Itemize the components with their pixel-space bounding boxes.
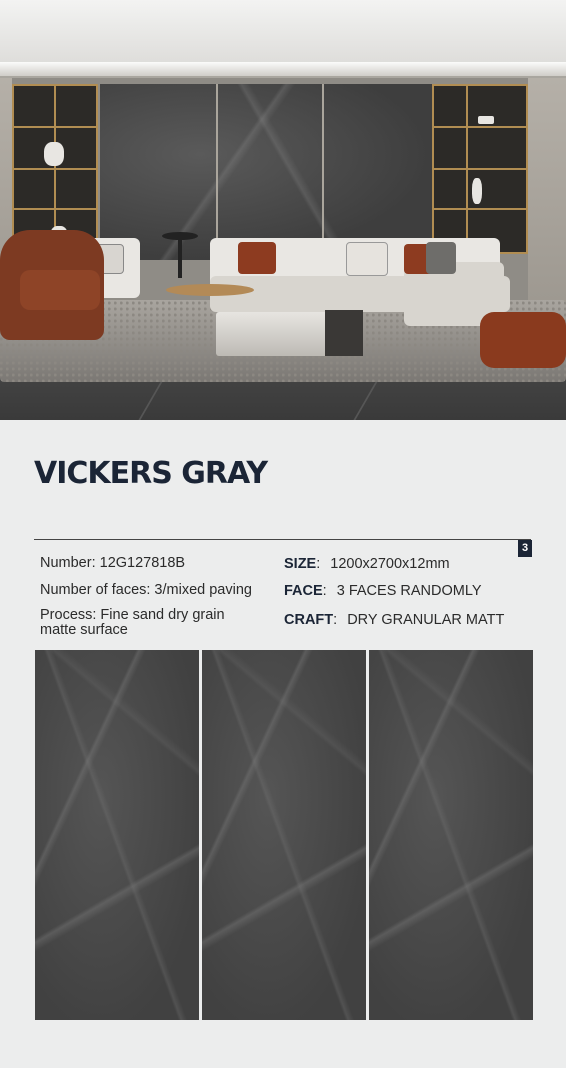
tile-slab-face-3 [369, 650, 533, 1020]
round-ottoman [480, 312, 566, 368]
face-label: FACE [284, 583, 323, 599]
shelf-unit-left [12, 84, 98, 254]
product-number: Number: 12G127818B [40, 555, 186, 571]
number-of-faces: Number of faces: 3/mixed paving [40, 582, 252, 598]
spec-craft: CRAFT: DRY GRANULAR MATT [284, 612, 505, 628]
round-side-table [166, 284, 254, 296]
tile-slab-face-1 [35, 650, 199, 1020]
craft-label: CRAFT [284, 612, 334, 628]
marble-feature-wall [100, 84, 432, 260]
spec-face: FACE: 3 FACES RANDOMLY [284, 583, 482, 599]
spec-size: SIZE: 1200x2700x12mm [284, 556, 450, 572]
side-wall-right [528, 78, 566, 338]
process-line-2: matte surface [40, 622, 128, 638]
size-label: SIZE [284, 556, 317, 572]
hero-room-image [0, 0, 566, 420]
divider-line [34, 539, 531, 540]
tile-slab-face-2 [202, 650, 366, 1020]
face-value: 3 FACES RANDOMLY [336, 583, 482, 599]
wall-panel-seam [216, 84, 218, 260]
product-title: VICKERS GRAY [34, 456, 268, 491]
wall-panel-seam [322, 84, 324, 260]
page-number-badge: 3 [518, 540, 532, 557]
ceiling-cornice [0, 62, 566, 78]
craft-value: DRY GRANULAR MATT [347, 612, 505, 628]
process-line-1: Process: Fine sand dry grain [40, 607, 225, 623]
size-value: 1200x2700x12mm [330, 556, 450, 572]
shelf-unit-right [432, 84, 528, 254]
